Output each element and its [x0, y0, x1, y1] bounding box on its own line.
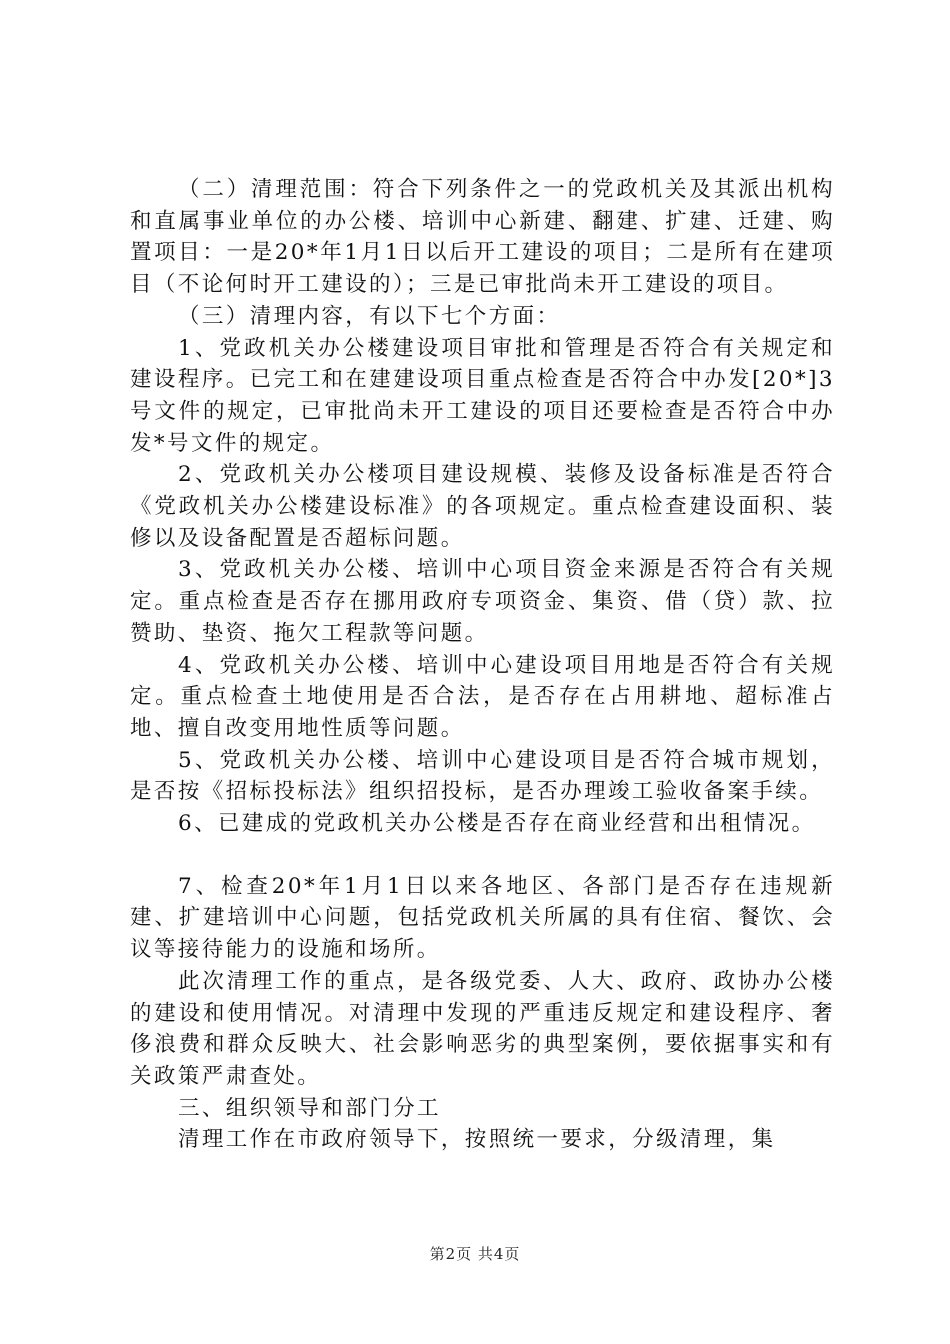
document-body — [130, 174, 835, 1156]
paragraph-item-4: 4、党政机关办公楼、培训中心建设项目用地是否符合有关规定。重点检查土地使用是否合法，是否存在占用耕地、超标准占地、擅自改变用地性质等问题。 — [130, 652, 835, 741]
paragraph-item-6: 6、已建成的党政机关办公楼是否存在商业经营和出租情况。 — [178, 811, 816, 837]
paragraph-item-5: 5、党政机关办公楼、培训中心建设项目是否符合城市规划，是否按《招标投标法》组织招投标，是否办理竣工验收备案手续。 — [130, 747, 835, 805]
paragraph-focus: 此次清理工作的重点，是各级党委、人大、政府、政协办公楼的建设和使用情况。对清理中发现的严重违反规定和建设程序、奢侈浪费和群众反映大、社会影响恶劣的典型案例，要依据事实和有关政策严肃查处。 — [130, 968, 835, 1089]
paragraph-content-heading: （三）清理内容，有以下七个方面： — [178, 303, 561, 329]
paragraph-item-2: 2、党政机关办公楼项目建设规模、装修及设备标准是否符合《党政机关办公楼建设标准》的各项规定。重点检查建设面积、装修以及设备配置是否超标问题。 — [130, 462, 835, 551]
paragraph-item-1: 1、党政机关办公楼建设项目审批和管理是否符合有关规定和建设程序。已完工和在建建设项目重点检查是否符合中办发[20*]3号文件的规定，已审批尚未开工建设的项目还要检查是否符合中办发*号文件的规定。 — [130, 335, 835, 456]
paragraph-item-3: 3、党政机关办公楼、培训中心项目资金来源是否符合有关规定。重点检查是否存在挪用政府专项资金、集资、借（贷）款、拉赞助、垫资、拖欠工程款等问题。 — [130, 557, 835, 646]
section-heading-organization: 三、组织领导和部门分工 — [178, 1095, 441, 1121]
paragraph-item-7: 7、检查20*年1月1日以来各地区、各部门是否存在违规新建、扩建培训中心问题，包括党政机关所属的具有住宿、餐饮、会议等接待能力的设施和场所。 — [130, 873, 835, 963]
paragraph-scope: （二）清理范围：符合下列条件之一的党政机关及其派出机构和直属事业单位的办公楼、培训中心新建、翻建、扩建、迁建、购置项目：一是20*年1月1日以后开工建设的项目；二是所有在建项目（不论何时开工建设的）；三是已审批尚未开工建设的项目。 — [130, 177, 835, 298]
page-number-footer: 第2页 共4页 — [429, 1245, 521, 1263]
paragraph-organization: 清理工作在市政府领导下，按照统一要求，分级清理，集 — [178, 1127, 776, 1153]
